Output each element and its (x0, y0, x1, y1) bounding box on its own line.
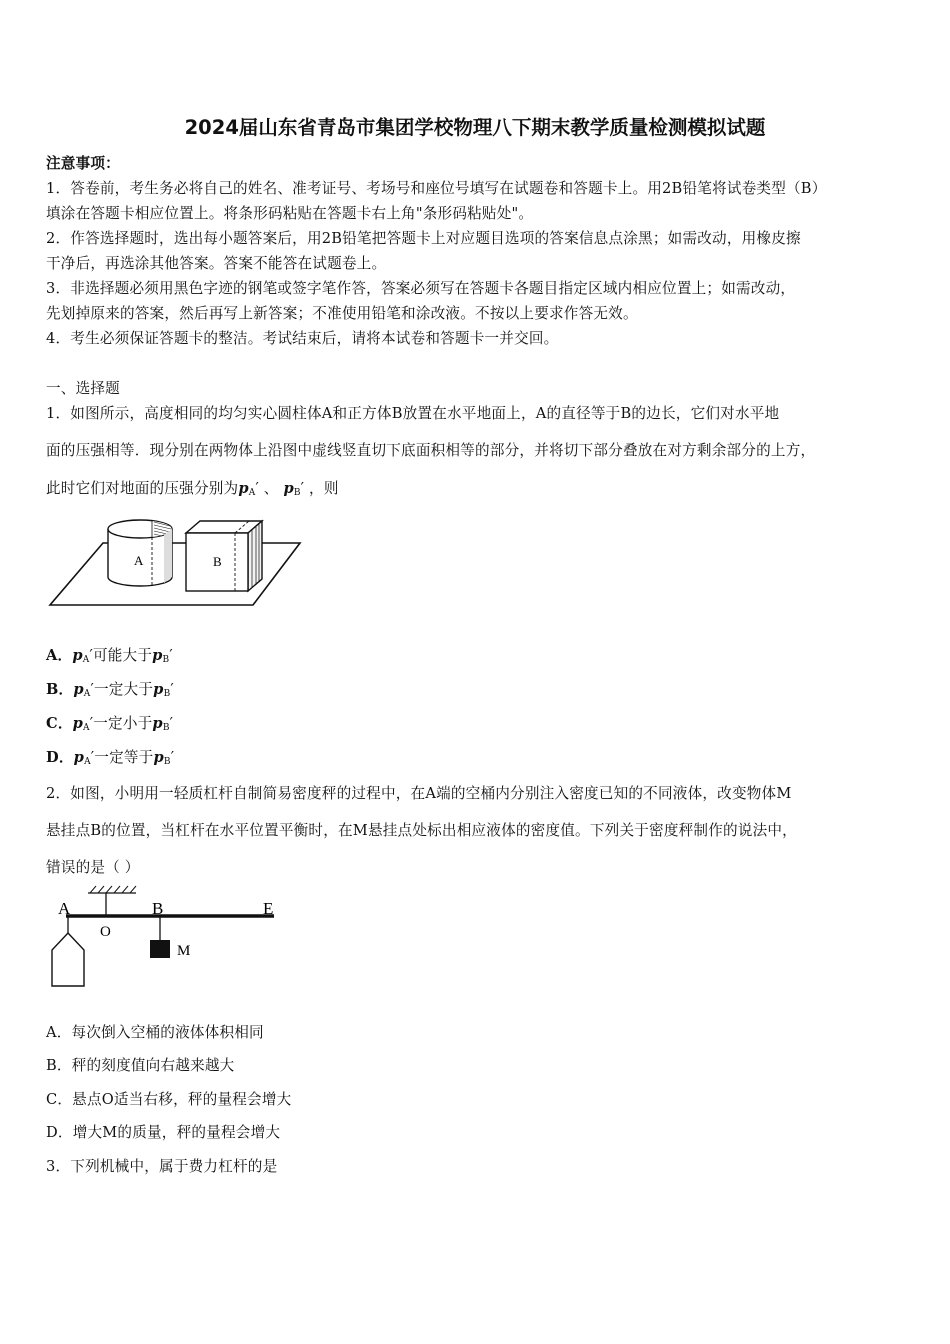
q2-line: 错误的是（ ） (46, 859, 140, 876)
notice-heading: 注意事项： (46, 155, 120, 172)
q1-option: D．$p_A'$一定等于$p_B'$ (46, 749, 175, 767)
page-title: 2024届山东省青岛市集团学校物理八下期末教学质量检测模拟试题 (184, 116, 766, 139)
notice-line: 4．考生必须保证答题卡的整洁。考试结束后，请将本试卷和答题卡一并交回。 (46, 330, 559, 347)
label-a: A (134, 553, 144, 568)
q1-figure (48, 515, 308, 610)
notice-line: 先划掉原来的答案，然后再写上新答案；不准使用铅笔和涂改液。不按以上要求作答无效。 (46, 305, 638, 322)
notice-line: 1．答卷前，考生务必将自己的姓名、准考证号、考场号和座位号填写在试题卷和答题卡上。用2B铅笔将试卷类型（B） (46, 180, 827, 197)
notice-line: 2．作答选择题时，选出每小题答案后，用2B铅笔把答题卡上对应题目选项的答案信息点涂黑；如需改动，用橡皮擦 (46, 230, 801, 247)
q1-option: C．$p_A'$一定小于$p_B'$ (46, 715, 174, 733)
q2-option: A．每次倒入空桶的液体体积相同 (46, 1024, 264, 1041)
q1-option: A．$p_A'$可能大于$p_B'$ (46, 647, 173, 665)
weight-m (150, 940, 170, 958)
notice-line: 3．非选择题必须用黑色字迹的钢笔或签字笔作答，答案必须写在答题卡各题目指定区域内相应位置上；如需改动， (46, 280, 796, 297)
q2-line: 2．如图，小明用一轻质杠杆自制简易密度秤的过程中，在A端的空桶内分别注入密度已知的不同液体，改变物体M (46, 785, 792, 802)
q2-line: 悬挂点B的位置，当杠杆在水平位置平衡时，在M悬挂点处标出相应液体的密度值。下列关于密度秤制作的说法中， (46, 822, 797, 839)
q1-line: 此时它们对地面的压强分别为$p_A'$ 、 $p_B'$ ，则 (46, 480, 339, 498)
q1-option: B．$p_A'$一定大于$p_B'$ (46, 681, 174, 699)
cube-b (186, 521, 262, 591)
q3-line: 3．下列机械中，属于费力杠杆的是 (46, 1158, 278, 1175)
cylinder-a (108, 520, 172, 587)
q2-figure (48, 883, 288, 993)
bucket (52, 933, 84, 986)
notice-line: 干净后，再选涂其他答案。答案不能答在试题卷上。 (46, 255, 387, 272)
label-b: B (213, 554, 222, 569)
notice-line: 填涂在答题卡相应位置上。将条形码粘贴在答题卡右上角"条形码粘贴处"。 (46, 205, 534, 222)
label-o: O (100, 924, 111, 940)
q2-option: C．悬点O适当右移，秤的量程会增大 (46, 1091, 292, 1108)
q1-line: 面的压强相等．现分别在两物体上沿图中虚线竖直切下底面积相等的部分，并将切下部分叠放在对方剩余部分的上方， (46, 442, 816, 459)
label-b: B (152, 899, 164, 918)
q2-option: D．增大M的质量，秤的量程会增大 (46, 1124, 281, 1141)
label-a: A (58, 899, 71, 918)
label-m: M (177, 943, 191, 959)
q1-line: 1．如图所示，高度相同的均匀实心圆柱体A和正方体B放置在水平地面上，A的直径等于B的边长，它们对水平地 (46, 405, 780, 422)
q2-option: B．秤的刻度值向右越来越大 (46, 1057, 235, 1074)
label-e: E (263, 899, 274, 918)
section-heading: 一、选择题 (46, 380, 120, 397)
